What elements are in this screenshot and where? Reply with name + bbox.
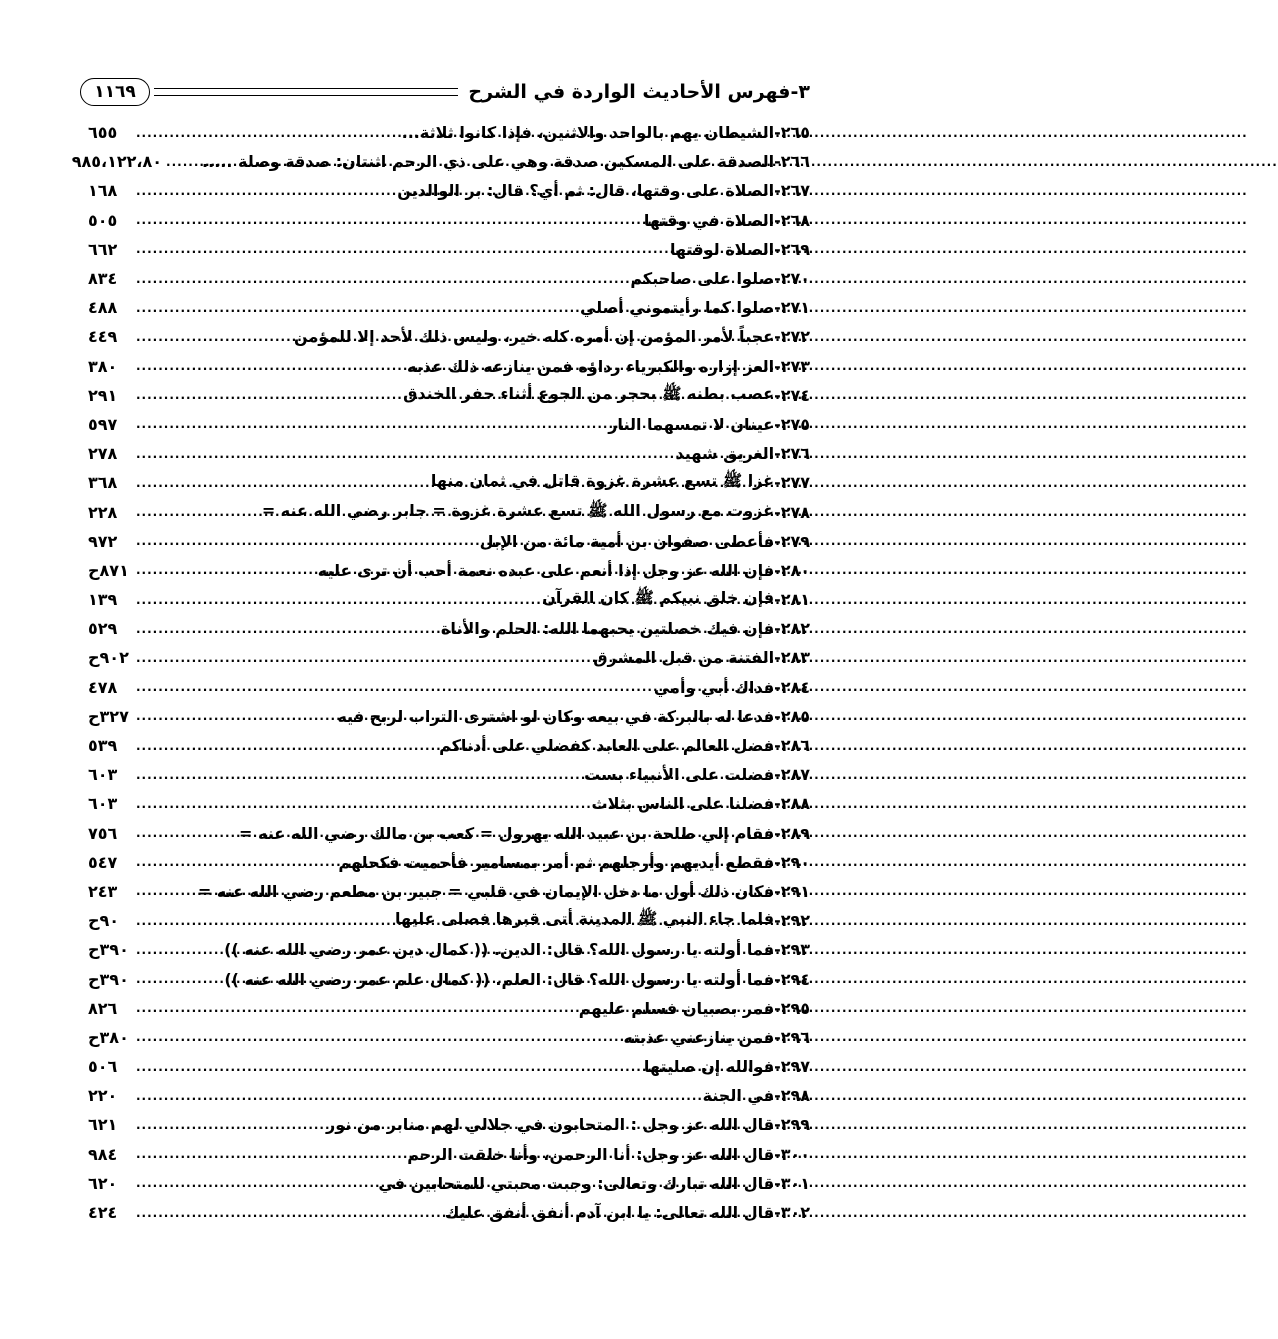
entry-number: ٢٩٧ xyxy=(780,1057,810,1077)
index-entry xyxy=(71,147,810,176)
entry-number: ٢٦٦ xyxy=(780,152,810,172)
entry-number: ٢٧٣ xyxy=(780,356,810,376)
entry-page-reference: ٥٣٩ xyxy=(88,736,118,756)
entry-page-reference: ٥٠٥ xyxy=(88,210,118,230)
header-double-rule xyxy=(154,88,458,96)
entry-page-reference: ٢٤٣ xyxy=(88,881,118,901)
entry-page-reference: ٩٨٥،١٢٢،٨٠ xyxy=(71,152,163,172)
entry-hadith-text: قال الله تبارك وتعالى: وجبت محبتي للمتحابين في xyxy=(378,1173,775,1193)
dot-leader xyxy=(136,388,397,402)
entry-dash: - xyxy=(774,560,781,580)
dot-leader xyxy=(136,1030,618,1044)
index-entry xyxy=(88,819,810,848)
entry-dash: - xyxy=(774,823,781,843)
entry-page-reference: ٥٠٦ xyxy=(88,1057,118,1077)
entry-dash: - xyxy=(774,531,781,551)
dot-leader xyxy=(136,126,396,140)
index-entry xyxy=(88,264,810,293)
dot-leader xyxy=(136,1001,573,1015)
index-entry xyxy=(88,760,810,789)
entry-number: ٢٧١ xyxy=(780,298,810,318)
entry-page-reference: ٥٤٧ xyxy=(88,852,118,872)
entry-page-reference: ٣٩٠ح xyxy=(88,940,129,960)
entry-page-reference: ٦٢٠ xyxy=(88,1173,118,1193)
dot-leader xyxy=(136,855,332,869)
entry-hadith-text: فوالله إن صليتها xyxy=(643,1057,775,1077)
entry-page-reference: ٩٨٤ xyxy=(88,1144,118,1164)
dot-leader xyxy=(136,651,587,665)
entry-page-reference: ٢٢٨ xyxy=(88,502,118,522)
entry-hadith-text: فإن فيك خصلتين يحبهما الله: الحلم والأناة xyxy=(440,619,775,639)
entry-hadith-text: في الجنة xyxy=(702,1086,775,1106)
entry-dash: - xyxy=(774,706,781,726)
entry-hadith-text: الصلاة لوقتها xyxy=(670,239,775,259)
entry-number: ٢٧٤ xyxy=(780,385,810,405)
entry-dash: - xyxy=(774,677,781,697)
dot-leader xyxy=(136,622,435,636)
index-entry xyxy=(88,468,810,497)
entry-number: ٢٩٨ xyxy=(780,1086,810,1106)
index-entry xyxy=(88,1052,810,1081)
entry-number: ٢٨٠ xyxy=(780,560,810,580)
entry-page-reference: ٢٢٠ xyxy=(88,1086,118,1106)
entry-dash: - xyxy=(774,327,781,347)
entry-hadith-text: فداك أبي وأمي xyxy=(653,677,775,697)
entry-hadith-text: عصب بطنه ﷺ بحجر من الجوع أثناء حفر الخندق xyxy=(403,383,775,403)
dot-leader xyxy=(136,593,536,607)
entry-page-reference: ٣٩٠ح xyxy=(88,969,129,989)
entry-page-reference: ٣٢٧ح xyxy=(88,706,129,726)
entry-number: ٢٧٦ xyxy=(780,444,810,464)
dot-leader xyxy=(136,739,433,753)
entry-hadith-text: غزوت مع رسول الله ﷺ تسع عشرة غزوة = جابر رضي الله عنه = xyxy=(261,500,775,520)
entry-dash: - xyxy=(774,414,781,434)
entry-number: ٢٨٣ xyxy=(780,648,810,668)
entry-hadith-text: العز إزاره والكبرياء رداؤه فمن ينازعه ذلك عذبه xyxy=(407,356,775,376)
entry-dash: - xyxy=(774,1115,781,1135)
dot-leader xyxy=(136,476,425,490)
entry-page-reference: ٩٠٢ح xyxy=(88,648,129,668)
entry-hadith-text: الصلاة في وقتها xyxy=(643,210,775,230)
entry-number: ٣٠١ xyxy=(780,1173,810,1193)
entry-number: ٢٨١ xyxy=(780,590,810,610)
entry-page-reference: ٦٥٥ xyxy=(88,123,118,143)
entry-number: ٢٩٢ xyxy=(780,911,810,931)
index-entry xyxy=(88,1198,810,1227)
dot-leader xyxy=(136,884,192,898)
entry-page-reference: ٥٩٧ xyxy=(88,414,118,434)
entry-dash: - xyxy=(774,736,781,756)
entry-number: ٢٩٥ xyxy=(780,998,810,1018)
entry-page-reference: ٤٤٩ xyxy=(88,327,118,347)
index-entry xyxy=(88,789,810,818)
entry-number: ٢٩٦ xyxy=(780,1027,810,1047)
entry-dash: - xyxy=(774,239,781,259)
entry-page-reference: ٧٥٦ xyxy=(88,823,118,843)
entry-hadith-text: الصدقة على المسكين صدقة وهي على ذي الرحم اثنتان: صدقة وصلة ..... xyxy=(202,152,775,172)
entry-hadith-text: فضلنا على الناس بثلاث xyxy=(591,794,775,814)
index-entry xyxy=(88,527,810,556)
entry-page-reference: ٩٧٢ xyxy=(88,531,118,551)
dot-leader xyxy=(136,943,218,957)
entry-dash: - xyxy=(774,619,781,639)
index-entry xyxy=(88,439,810,468)
entry-hadith-text: الشيطان يهم بالواحد والاثنين، فإذا كانوا ثلاثة... xyxy=(401,123,775,143)
dot-leader xyxy=(136,768,578,782)
entry-page-reference: ٢٩١ xyxy=(88,385,118,405)
dot-leader xyxy=(136,272,624,286)
entry-dash: - xyxy=(774,1173,781,1193)
entry-dash: - xyxy=(774,356,781,376)
entry-dash: - xyxy=(774,269,781,289)
entry-page-reference: ٨٣٤ xyxy=(88,269,118,289)
entry-dash: - xyxy=(774,1144,781,1164)
entry-dash: - xyxy=(774,1027,781,1047)
dot-leader xyxy=(136,1147,401,1161)
entry-dash: - xyxy=(774,648,781,668)
entry-hadith-text: قال الله عز وجل : المتحابون في جلالي لهم منابر من نور xyxy=(326,1115,775,1135)
entry-dash: - xyxy=(774,911,781,931)
entry-dash: - xyxy=(774,298,781,318)
index-entry xyxy=(88,731,810,760)
dot-leader xyxy=(136,184,391,198)
index-entry xyxy=(88,206,810,235)
index-entry xyxy=(88,293,810,322)
entry-page-reference: ٦٢١ xyxy=(88,1115,118,1135)
dot-leader xyxy=(136,1089,697,1103)
dot-leader xyxy=(136,1060,638,1074)
entry-number: ٢٨٧ xyxy=(780,765,810,785)
entry-dash: - xyxy=(774,1057,781,1077)
entry-page-reference: ٥٢٩ xyxy=(88,619,118,639)
entry-dash: - xyxy=(774,152,781,172)
entry-hadith-text: عجباً لأمر المؤمن إن أمره كله خير، وليس ذلك لأحد إلا للمؤمن xyxy=(293,327,775,347)
index-section-title: ٣-فهرس الأحاديث الواردة في الشرح xyxy=(468,81,810,103)
dot-leader xyxy=(136,972,218,986)
dot-leader xyxy=(136,826,233,840)
entry-page-reference: ٤٨٨ xyxy=(88,298,118,318)
entry-number: ٢٦٧ xyxy=(780,181,810,201)
entry-page-reference: ٦٦٢ xyxy=(88,239,118,259)
entry-hadith-text: فإن الله عز وجل إذا أنعم على عبده نعمة أحب أن ترى عليه xyxy=(317,560,775,580)
entry-number: ٢٧٢ xyxy=(780,327,810,347)
entry-page-reference: ٦٠٣ xyxy=(88,794,118,814)
index-entry xyxy=(88,994,810,1023)
entry-dash: - xyxy=(774,852,781,872)
entry-hadith-text: فلما جاء النبي ﷺ المدينة أتى قبرها فصلى عليها xyxy=(395,909,775,929)
entry-dash: - xyxy=(774,181,781,201)
dot-leader xyxy=(136,505,256,519)
entry-hadith-text: صلوا كما رأيتموني أصلي xyxy=(579,298,775,318)
index-entry xyxy=(88,1110,810,1139)
entry-hadith-text: فما أولته يا رسول الله؟ قال: العلم. (( كمال علم عمر رضي الله عنه )) xyxy=(224,969,775,989)
index-entry xyxy=(88,935,810,964)
entry-number: ٢٩٤ xyxy=(780,969,810,989)
entry-page-reference: ٣٨٠ xyxy=(88,356,118,376)
dot-leader xyxy=(136,680,648,694)
entry-number: ٢٨٨ xyxy=(780,794,810,814)
entry-number: ٢٨٩ xyxy=(780,823,810,843)
entry-page-reference: ٨٧١ح xyxy=(88,560,129,580)
entry-number: ٢٨٥ xyxy=(780,706,810,726)
dot-leader xyxy=(136,242,664,256)
entry-page-reference: ٨٢٦ xyxy=(88,998,118,1018)
dot-leader xyxy=(136,1118,320,1132)
entry-number: ٢٦٥ xyxy=(780,123,810,143)
entry-number: ٢٧٧ xyxy=(780,473,810,493)
index-entry xyxy=(88,848,810,877)
index-entry xyxy=(88,497,810,526)
dot-leader xyxy=(136,1206,439,1220)
entry-number: ٢٦٨ xyxy=(780,210,810,230)
entry-number: ٢٦٩ xyxy=(780,239,810,259)
entry-dash: - xyxy=(774,940,781,960)
dot-leader xyxy=(136,417,602,431)
entry-number: ٢٩٣ xyxy=(780,940,810,960)
dot-leader xyxy=(166,155,196,169)
entry-hadith-text: قال الله تعالى: يا ابن آدم أنفق أنفق عليك xyxy=(444,1203,775,1223)
entry-hadith-text: صلوا على صاحبكم xyxy=(630,269,775,289)
entry-number: ٣٠٠ xyxy=(780,1144,810,1164)
entry-number: ٢٨٦ xyxy=(780,736,810,756)
entry-dash: - xyxy=(774,123,781,143)
index-entry xyxy=(88,906,810,935)
entry-number: ٢٧٠ xyxy=(780,269,810,289)
index-entry xyxy=(88,673,810,702)
entry-dash: - xyxy=(774,1203,781,1223)
index-entry xyxy=(88,1023,810,1052)
dot-leader xyxy=(136,563,312,577)
dot-leader xyxy=(136,709,331,723)
entry-page-reference: ١٦٨ xyxy=(88,181,118,201)
entry-page-reference: ٣٨٠ح xyxy=(88,1027,129,1047)
index-entry xyxy=(88,410,810,439)
entry-hadith-text: فضلت على الأنبياء بست xyxy=(584,765,775,785)
index-entry xyxy=(88,1140,810,1169)
dot-leader xyxy=(136,1176,372,1190)
entry-dash: - xyxy=(774,1086,781,1106)
dot-leader xyxy=(136,330,288,344)
entry-number: ٢٨٤ xyxy=(780,677,810,697)
index-entry xyxy=(88,556,810,585)
entry-dash: - xyxy=(774,969,781,989)
entry-hadith-text: قال الله عز وجل: أنا الرحمن، وأنا خلقت الرحم xyxy=(407,1144,775,1164)
entry-dash: - xyxy=(774,502,781,522)
entry-page-reference: ٤٧٨ xyxy=(88,677,118,697)
hadith-index-list xyxy=(71,118,810,1227)
index-entry xyxy=(88,176,810,205)
entry-number: ٢٧٨ xyxy=(780,502,810,522)
entry-dash: - xyxy=(774,998,781,1018)
entry-dash: - xyxy=(774,210,781,230)
index-entry xyxy=(88,1081,810,1110)
entry-page-reference: ١٣٩ xyxy=(88,590,118,610)
entry-hadith-text: فدعا له بالبركة في بيعه وكان لو اشترى التراب لربح فيه xyxy=(337,706,775,726)
entry-dash: - xyxy=(774,794,781,814)
entry-hadith-text: فكان ذلك أول ما دخل الإيمان في قلبي = جبير بن مطعم رضي الله عنه = xyxy=(197,881,775,901)
index-entry xyxy=(88,322,810,351)
page-number-badge: ١١٦٩ xyxy=(80,78,150,106)
dot-leader xyxy=(136,534,474,548)
entry-hadith-text: فما أولته يا رسول الله؟ قال: الدين. (( كمال دين عمر رضي الله عنه )) xyxy=(224,940,775,960)
entry-dash: - xyxy=(774,473,781,493)
index-entry xyxy=(88,614,810,643)
index-entry xyxy=(88,877,810,906)
index-entry xyxy=(88,1169,810,1198)
index-entry xyxy=(88,585,810,614)
entry-hadith-text: الصلاة على وقتها، قال: ثم أي؟ قال: بر الوالدين xyxy=(397,181,775,201)
entry-page-reference: ٤٢٤ xyxy=(88,1203,118,1223)
entry-hadith-text: فقام إلي طلحة بن عبيد الله يهرول = كعب بن مالك رضي الله عنه = xyxy=(239,823,775,843)
index-entry xyxy=(88,643,810,672)
entry-dash: - xyxy=(774,881,781,901)
entry-number: ٣٠٢ xyxy=(780,1203,810,1223)
entry-hadith-text: الفتنة من قبل المشرق xyxy=(593,648,775,668)
entry-number: ٢٨٢ xyxy=(780,619,810,639)
entry-number: ٢٩١ xyxy=(780,881,810,901)
dot-leader xyxy=(136,213,638,227)
dot-leader xyxy=(136,914,389,928)
entry-dash: - xyxy=(774,385,781,405)
index-entry xyxy=(88,964,810,993)
entry-number: ٢٧٩ xyxy=(780,531,810,551)
entry-dash: - xyxy=(774,765,781,785)
dot-leader xyxy=(136,359,401,373)
entry-page-reference: ٦٠٣ xyxy=(88,765,118,785)
dot-leader xyxy=(136,797,586,811)
entry-page-reference: ٢٧٨ xyxy=(88,444,118,464)
entry-hadith-text: فقطع أيديهم وأرجلهم ثم أمر بمسامير فأحميت فكحلهم xyxy=(338,852,775,872)
entry-number: ٢٧٥ xyxy=(780,414,810,434)
running-header xyxy=(80,72,810,112)
index-entry xyxy=(88,118,810,147)
entry-number: ٢٩٠ xyxy=(780,852,810,872)
entry-page-reference: ٩٠ح xyxy=(88,911,120,931)
entry-hadith-text: فإن خلق نبيكم ﷺ كان القرآن xyxy=(542,588,775,608)
index-entry xyxy=(88,352,810,381)
entry-page-reference: ٣٦٨ xyxy=(88,473,118,493)
entry-dash: - xyxy=(774,590,781,610)
index-entry xyxy=(88,235,810,264)
entry-hadith-text: غزا ﷺ تسع عشرة غزوة قاتل في ثمان منها xyxy=(430,471,775,491)
entry-hadith-text: فمر بصبيان فسلم عليهم xyxy=(578,998,775,1018)
entry-dash: - xyxy=(774,444,781,464)
entry-hadith-text: فمن ينازعني عذبته xyxy=(623,1027,775,1047)
entry-hadith-text: فأعطى صفوان بن أمية مائة من الإبل xyxy=(479,531,775,551)
entry-hadith-text: عينان لا تمسهما النار xyxy=(608,414,775,434)
index-entry xyxy=(88,381,810,410)
dot-leader xyxy=(136,301,574,315)
entry-number: ٢٩٩ xyxy=(780,1115,810,1135)
dot-leader xyxy=(136,447,670,461)
entry-hadith-text: فضل العالم على العابد كفضلي على أدناكم xyxy=(439,736,775,756)
entry-hadith-text: الغريق شهيد xyxy=(675,444,775,464)
index-entry xyxy=(88,702,810,731)
